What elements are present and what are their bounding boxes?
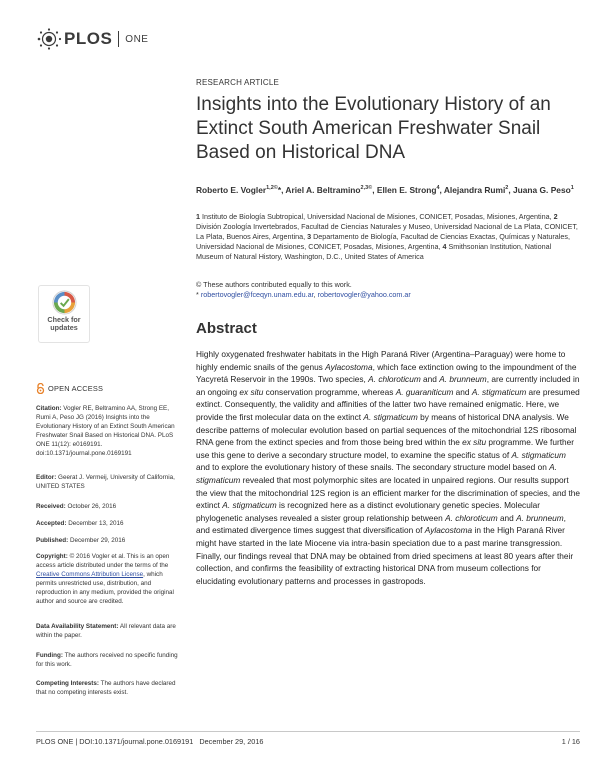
abstract-italic-term: A. stigmaticum xyxy=(222,500,277,511)
plos-one-logo[interactable] xyxy=(36,28,148,50)
affiliation-number: 3 xyxy=(307,232,312,242)
data-availability-text: All relevant data are within the paper. xyxy=(36,623,176,639)
author-list: Roberto E. Vogler$^{1,2©}$*, Ariel A. Beltramino$^{2,3©}$, Ellen E. Strong$^4$, Alejandra Rumi$^2$, Juana G. Peso$^1$ xyxy=(196,184,574,195)
abstract-text: are presumed extinct. Consequently, the validity and affinities of the latter two have remained enigmatic. Here, we provide the first molecular data on the extinct xyxy=(196,386,580,422)
funding-text: The authors received no specific funding for this work. xyxy=(36,652,178,668)
logo-plos-text: PLOS xyxy=(64,29,113,48)
author-affiliation-sup: 1 xyxy=(570,185,574,191)
abstract-text: in the High Paraná River might have started in the late Miocene via intra-basin speciation due to a past marine transgression. Finally, our findings reveal that DNA may be obtained from dried specimens at least 80 years after their collection, and confirms the feasibility of extracting historical DNA from museum collections for elucidating evolutionary patterns and processes in gastropods. xyxy=(196,525,574,586)
abstract-italic-term: A. stigmaticum xyxy=(363,411,418,422)
email-link-2[interactable]: robertovogler@yahoo.com.ar xyxy=(317,290,411,299)
received-label: Received: xyxy=(36,503,66,510)
author-affiliation-sup: 4 xyxy=(436,185,440,191)
check-line-1: Check for xyxy=(47,315,81,324)
affiliation-text: Departamento de Biología, Facultad de Ciencias Exactas, Químicas y Naturales, Universidad Nacional de Misiones, CONICET, Posadas, Misiones, Argentina, xyxy=(196,232,570,252)
email-line xyxy=(196,290,578,300)
data-availability-label: Data Availability Statement: xyxy=(36,623,119,630)
abstract-italic-term: Aylacostoma xyxy=(424,525,473,536)
abstract-italic-term: ex situ xyxy=(239,386,264,397)
affiliations xyxy=(196,212,578,262)
logo-one-text: ONE xyxy=(125,33,149,45)
abstract-text: is recognized here as a distinct evolutionary genetic species. Molecular phylogenetic analyses revealed a sister group relationship between xyxy=(196,500,541,523)
contribution-notes xyxy=(196,280,578,300)
equal-contribution-note: © These authors contributed equally to this work. xyxy=(196,280,352,289)
abstract-italic-term: A. chloroticum xyxy=(368,374,421,385)
open-access-badge[interactable] xyxy=(36,383,103,394)
published-label: Published: xyxy=(36,537,69,544)
copyright-text-pre: © 2016 Vogler et al. This is an open access article distributed under the terms of the xyxy=(36,553,170,569)
plos-logo-icon xyxy=(36,28,62,50)
license-link[interactable]: Creative Commons Attribution License xyxy=(36,571,144,578)
author-name[interactable]: Ellen E. Strong xyxy=(376,184,437,195)
author-name[interactable]: Ariel A. Beltramino xyxy=(285,184,361,195)
competing-interests-block xyxy=(36,679,184,697)
abstract-text: and xyxy=(420,374,440,385)
funding-block xyxy=(36,651,184,669)
citation-block xyxy=(36,404,184,458)
affiliation-text: División Zoología Invertebrados, Facultad de Ciencias Naturales y Museo, Universidad Nacional de La Plata, CONICET, La Plata, Buenos Aires, Argentina, xyxy=(196,222,578,242)
abstract-italic-term: A. stigmaticum xyxy=(471,386,527,397)
abstract-text: revealed that most polymorphic sites are located in unpaired regions. Our results support the view that the mitochondrial 12S region is an efficient marker for the discrimination of species, and the extinct xyxy=(196,474,581,511)
abstract-text: , and estimated divergence times suggest that diversification of xyxy=(196,512,566,536)
check-line-2: updates xyxy=(50,323,78,332)
affiliation-number: 4 xyxy=(442,242,447,252)
email-star: * xyxy=(196,290,199,299)
footer-divider xyxy=(36,731,580,732)
citation-label: Citation: xyxy=(36,405,62,412)
copyright-text-post: , which permits unrestricted use, distribution, and reproduction in any medium, provided the original author and source are credited. xyxy=(36,571,174,605)
published-block xyxy=(36,536,184,545)
abstract-text: conservation programme, whereas xyxy=(263,386,396,397)
funding-label: Funding: xyxy=(36,652,63,659)
citation-text: Vogler RE, Beltramino AA, Strong EE, Rumi A, Peso JG (2016) Insights into the Evolutionary History of an Extinct South American Freshwater Snail Based on Historical DNA. PLoS ONE 11(12): e0169191. doi:10.1371/journal.pone.0169191 xyxy=(36,405,175,457)
affiliation-text: Smithsonian Institution, National Museum of Natural History, Washington, D.C., United States of America xyxy=(196,242,552,262)
abstract-italic-term: A. brunneum xyxy=(516,512,564,523)
editor-label: Editor: xyxy=(36,474,57,481)
accepted-label: Accepted: xyxy=(36,520,67,527)
abstract-heading: Abstract xyxy=(196,320,257,337)
article-title: Insights into the Evolutionary History of an Extinct South American Freshwater Snail Based on Historical DNA xyxy=(196,94,551,163)
check-for-updates-label xyxy=(39,316,89,332)
crossmark-icon xyxy=(52,290,77,315)
abstract-text: by means of historical DNA analysis. We describe patterns of molecular evolution based on partial sequences of the mitochondrial 12S ribosomal RNA gene from the extinct species and from those being bred within the xyxy=(196,411,577,448)
abstract-italic-term: A. guaraniticum xyxy=(395,386,454,397)
check-for-updates-button[interactable] xyxy=(38,285,90,343)
author-name[interactable]: Alejandra Rumi xyxy=(443,184,506,195)
abstract-body xyxy=(196,348,580,587)
open-lock-icon xyxy=(36,383,45,394)
corresponding-mark: * xyxy=(277,184,282,195)
abstract-italic-term: Aylacostoma xyxy=(325,361,373,372)
abstract-text: and xyxy=(453,386,472,397)
email-link-1[interactable]: robertovogler@fceqyn.unam.edu.ar xyxy=(200,290,314,299)
abstract-text: , which face extinction owing to the impoundment of the Yacyretá Reservoir in the 1990s. Two species, xyxy=(196,361,577,385)
abstract-text: and to explore the evolutionary history of these snails. The secondary structure model based on xyxy=(196,462,550,473)
abstract-text: , are currently included in an ongoing xyxy=(196,374,580,397)
author-affiliation-sup: 2,3© xyxy=(360,185,373,191)
email-separator: , xyxy=(313,290,316,299)
abstract-italic-term: A. stigmaticum xyxy=(196,462,557,485)
published-date: December 29, 2016 xyxy=(69,537,126,544)
received-date: October 26, 2016 xyxy=(67,503,117,510)
abstract-text: and xyxy=(497,512,517,523)
abstract-text: programme. We further use this gene to derive a secondary structure model, to examine the specific status of xyxy=(196,437,575,460)
page-number: 1 / 16 xyxy=(561,737,580,746)
author-affiliation-sup: 2 xyxy=(505,185,509,191)
open-access-label: OPEN ACCESS xyxy=(48,384,104,393)
data-availability-block xyxy=(36,622,184,640)
affiliation-text: Instituto de Biología Subtropical, Universidad Nacional de Misiones, CONICET, Posadas, Misiones, Argentina, xyxy=(202,212,552,221)
copyright-block xyxy=(36,552,184,606)
logo-divider xyxy=(118,31,119,47)
author-name[interactable]: Roberto E. Vogler xyxy=(196,184,267,195)
abstract-italic-term: A. stigmaticum xyxy=(511,449,566,460)
abstract-text: Highly oxygenated freshwater habitats in the High Paraná River (Argentina–Paraguay) were home to highly endemic snails of the genus xyxy=(196,349,566,372)
received-block xyxy=(36,502,184,511)
copyright-label: Copyright: xyxy=(36,553,68,560)
author-name[interactable]: Juana G. Peso xyxy=(513,184,571,195)
affiliation-number: 2 xyxy=(553,212,558,221)
competing-interests-label: Competing Interests: xyxy=(36,680,99,687)
accepted-block xyxy=(36,519,184,528)
editor-text: Geerat J. Vermeij, University of California, UNITED STATES xyxy=(36,474,175,490)
article-type: RESEARCH ARTICLE xyxy=(196,78,280,87)
footer-citation: PLOS ONE | DOI:10.1371/journal.pone.0169191 December 29, 2016 xyxy=(36,737,264,746)
author-affiliation-sup: 1,2© xyxy=(266,185,278,191)
editor-block xyxy=(36,473,184,491)
affiliation-number: 1 xyxy=(196,212,200,221)
abstract-italic-term: ex situ xyxy=(462,437,487,448)
competing-interests-text: The authors have declared that no competing interests exist. xyxy=(36,680,176,696)
accepted-date: December 13, 2016 xyxy=(68,520,124,527)
abstract-italic-term: A. chloroticum xyxy=(445,512,498,523)
abstract-italic-term: A. brunneum xyxy=(439,374,487,385)
